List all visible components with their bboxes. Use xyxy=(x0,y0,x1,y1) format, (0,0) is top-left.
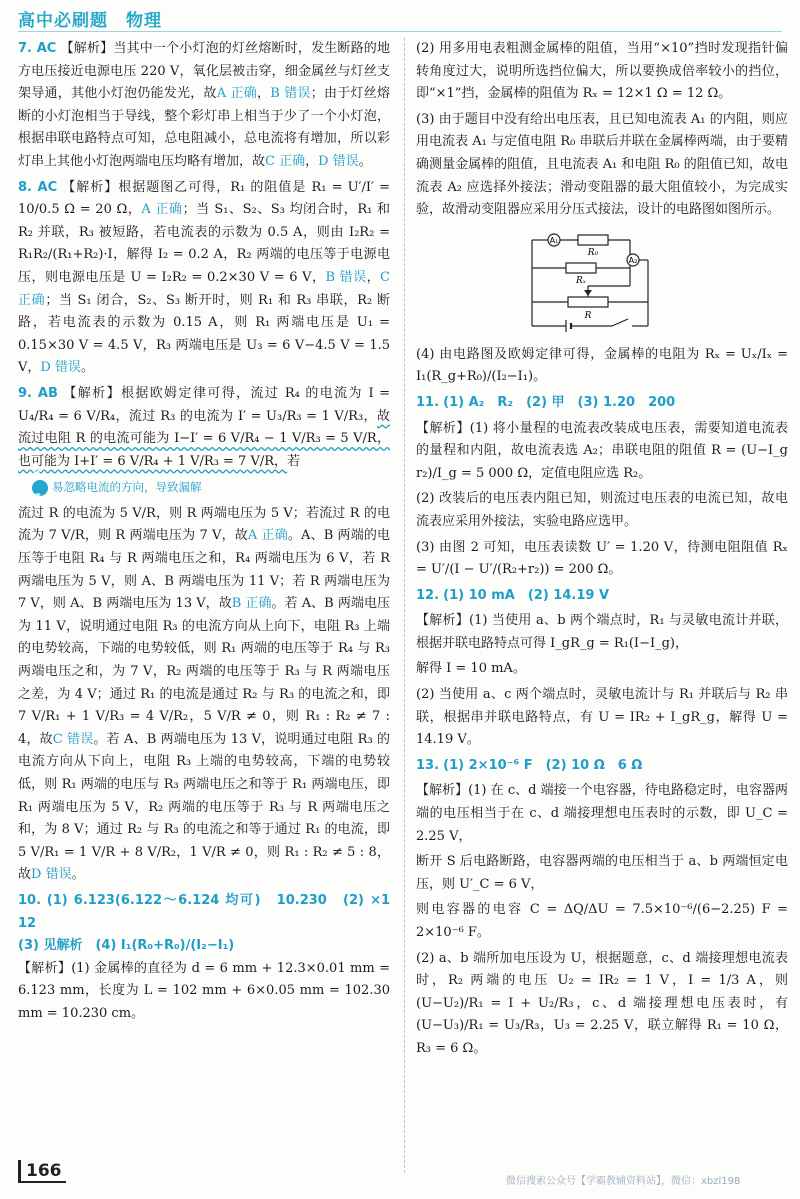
q11-p2: (2) 改装后的电压表内阻已知，则流过电压表的电流已知，故电流表应采用外接法，实验电路应选甲。 xyxy=(416,491,788,529)
left-column xyxy=(18,38,404,1029)
q10-answer-2: (3) 见解析 (4) I₁(R₀+R₀)/(I₂−I₁) xyxy=(18,938,235,954)
q11-number: 11. xyxy=(416,394,440,410)
q9-number: 9. AB xyxy=(18,385,58,401)
q8: 8. AC 【解析】根据题图乙可得，R₁ 的阻值是 R₁ = U′/I′ = 10/0.5 Ω = 20 Ω，A 正确；当 S₁、S₂、S₃ 均闭合时，R₁ 和 R₂ 并联，R₃ 被短路，若电流表的示数为 0.5 A，则由 I₂R₂ = R₁R₂/(R₁+R₂)·I，解得 I₂ = 0.2 A，R₂ 两端的电压等于电源电压，则电源电压是 U = I₂R₂ = 0.2×30 V = 6 V，B 错误，C 正确；当 S₁ 闭合，S₂、S₃ 断开时，则 R₁ 和 R₃ 串联，R₂ 断路，若电流表的示数为 0.15 A，则 R₁ 两端电压是 U₁ = 0.15×30 V = 4.5 V，R₃ 两端电压是 U₃ = 6 V−4.5 V = 1.5 V，D 错误。 xyxy=(18,179,390,376)
q12-p1b: 解得 I = 10 mA。 xyxy=(416,661,526,677)
q13-p2: (2) a、b 端所加电压设为 U，根据题意，c、d 端接理想电流表时，R₂ 两端的电压 U₂ = IR₂ = 1 V，I = 1/3 A，则 (U−U₂)/R₁ = I + U₂/R₃，c、d 端接理想电压表时，有 (U−U₃)/R₁ = U₃/R₃，U₃ = 2.25 V，联立解得 R₁ = 10 Ω，R₃ = 6 Ω。 xyxy=(416,950,788,1056)
q7-end: 。 xyxy=(358,153,372,169)
q8-number: 8. AC xyxy=(18,179,58,195)
q12-head xyxy=(416,585,788,608)
label-a1: A₁ xyxy=(549,235,559,245)
q9-c: C 错误 xyxy=(52,731,94,747)
q8-a: A 正确 xyxy=(141,202,183,218)
slider-arrow xyxy=(584,290,592,296)
q11-p1: 【解析】(1) 将小量程的电流表改装成电压表，需要知道电流表的量程和内阻，故电流表选 A₂；串联电阻的阻值 R = (U−I_g r₂)/I_g = 5 000 Ω，定值电阻应选 R₂。 xyxy=(416,420,788,481)
q11-p3: (3) 由图 2 可知，电压表读数 U′ = 1.20 V，待测电阻阻值 Rₓ = U′/(I − U′/(R₂+r₂)) = 200 Ω。 xyxy=(416,539,788,578)
q7-text1: 【解析】当其中一个小灯泡的灯丝熔断时，发生断路的地方电压接近电源电压 220 V，氧化层被击穿，细金属丝与灯丝支架导通，其他小灯泡仍能发光，故 xyxy=(18,41,390,102)
q7: 7. AC 【解析】当其中一个小灯泡的灯丝熔断时，发生断路的地方电压接近电源电压 220 V，氧化层被击穿，细金属丝与灯丝支架导通，其他小灯泡仍能发光，故A 正确，B 错误；由于灯丝熔断的小灯泡相当于导线，整个彩灯串上相当于少了一个小灯泡，根据串联电路特点可知，总电阻减小，总电流将有增加，所以彩灯串上其他小灯泡两端电压均略有增加，故C 正确，D 错误。 xyxy=(18,41,390,169)
q9-p2: 流过 R 的电流为 5 V/R，则 R 两端电压为 5 V；若流过 R 的电流为 7 V/R，则 R 两端电压为 7 V，故 xyxy=(18,505,390,544)
q10-number: 10. xyxy=(18,892,42,908)
q9-note-text: 易忽略电流的方向，导致漏解 xyxy=(52,480,202,495)
q9-p5: 。若 A、B 两端电压为 13 V，说明通过电阻 R₃ 的电流方向从下向上，电阻 R₃ 上端的电势较高，下端的电势较低，则 R₁ 两端的电压与 R₃ 两端电压之和等于 R₁ 两端电压，即 R₁ 两端电压为 5 V，R₂ 两端的电压等于 R₃ 与 R 两端电压之和，为 8 V；通过 R₂ 与 R₃ 的电流之和等于通过 R₁ 的电流，即 5 V/R₁ = 1 V/R + 8 V/R₂，1 V/R ≠ 0，则 R₁ : R₂ ≠ 5 : 8，故 xyxy=(18,731,390,883)
column-divider xyxy=(404,38,405,1173)
watermark: 微信搜索公众号【学霸教辅资料站】，微信：xbzl198 xyxy=(506,1176,741,1187)
q9-d: D 错误 xyxy=(31,867,72,883)
q13-p1: 【解析】(1) 在 c、d 端接一个电容器，待电路稳定时，电容器两端的电压相当于在 c、d 端接理想电压表时的示数，即 U_C = 2.25 V， xyxy=(416,783,788,844)
q12-answer: (1) 10 mA (2) 14.19 V xyxy=(443,587,610,603)
running-header: 高中必刷题 物理 xyxy=(18,11,162,31)
q11-answer: (1) A₂ R₂ (2) 甲 (3) 1.20 200 xyxy=(443,394,676,410)
q10-answer-1: (1) 6.123(6.122～6.124 均可) 10.230 (2) ×1 12 xyxy=(18,892,404,931)
q8-c: C 正确 xyxy=(18,269,390,308)
q10-p4: (4) 由电路图及欧姆定律可得，金属棒的电阻为 Rₓ = Uₓ/Iₓ = I₁(R_g+R₀)/(I₂−I₁)。 xyxy=(416,346,788,385)
q13-p1c: 则电容器的电容 C = ΔQ/ΔU = 7.5×10⁻⁶/(6−2.25) F = 2×10⁻⁶ F。 xyxy=(416,902,788,940)
q8-p2: ；当 S₁、S₂、S₃ 均闭合时，R₁ 和 R₂ 并联，R₃ 被短路，若电流表的示数为 0.5 A，则由 I₂R₂ = R₁R₂/(R₁+R₂)·I，解得 I₂ = 0.2 A，R₂ 两端的电压等于电源电压，则电源电压是 U = I₂R₂ = 0.2×30 V = 6 V， xyxy=(18,202,390,285)
q9-p1: 【解析】根据欧姆定律可得，流过 R₄ 的电流为 I = U₄/R₄ = 6 V/R₄，流过 R₃ 的电流为 I′ = U₃/R₃ = 1 V/R₃， xyxy=(18,385,390,424)
q9-a: A 正确 xyxy=(247,528,288,544)
q10 xyxy=(18,890,404,1026)
q13-head xyxy=(416,755,788,778)
q7-d: D 错误 xyxy=(318,153,359,169)
page-number: 166 xyxy=(18,1160,66,1183)
header-rule xyxy=(18,31,782,32)
q13-answer: (1) 2×10⁻⁶ F (2) 10 Ω 6 Ω xyxy=(443,757,643,773)
q8-p1: 【解析】根据题图乙可得，R₁ 的阻值是 R₁ = U′/I′ = 10/0.5 Ω = 20 Ω， xyxy=(18,179,390,218)
q9-cont xyxy=(18,503,390,887)
q8-p3: ；当 S₁ 闭合，S₂、S₃ 断开时，则 R₁ 和 R₃ 串联，R₂ 断路，若电流表的示数为 0.15 A，则 R₁ 两端电压是 U₁ = 0.15×30 V = 4.5 V，R₃ 两端电压是 U₃ = 6 V−4.5 V = 1.5 V， xyxy=(18,292,390,376)
q9 xyxy=(18,383,390,473)
q8-b: B 错误 xyxy=(325,269,367,285)
q10-p2: (2) 用多用电表粗测金属棒的阻值，当用“×10”挡时发现指针偏转角度过大，说明所选挡位偏大，所以要换成倍率较小的挡位，即“×1”挡，金属棒的阻值为 Rₓ = 12×1 Ω = 12 Ω。 xyxy=(416,41,788,102)
right-column xyxy=(416,38,788,1064)
warning-icon: 易错 xyxy=(32,480,48,496)
q12-p1: 【解析】(1) 当使用 a、b 两个端点时，R₁ 与灵敏电流计并联，根据并联电路特点可得 I_gR_g = R₁(I−I_g)， xyxy=(416,613,788,651)
q9-underlined: 故流过电阻 R 的电流可能为 I−I′ = 6 V/R₄ − 1 V/R₃ = 5 V/R，也可能为 I+I′ = 6 V/R₄ + 1 V/R₃ = 7 V/R， xyxy=(18,408,390,469)
q9-p1-end: 若 xyxy=(287,453,301,469)
q9-note xyxy=(32,470,390,504)
q7-a: A 正确 xyxy=(216,86,258,102)
circuit-diagram xyxy=(526,226,656,338)
label-r0: R₀ xyxy=(587,247,599,258)
label-rx: Rₓ xyxy=(576,275,586,286)
q9-p3: 。A、B 两端的电压等于电阻 R₄ 与 R 两端电压之和，R₄ 两端电压为 6 V，若 R 两端电压为 5 V，则 A、B 两端电压为 11 V；若 R 两端电压为 7 V，则 A、B 两端电压为 13 V，故 xyxy=(18,528,390,612)
q7-text2: ；由于灯丝熔断的小灯泡相当于导线，整个彩灯串上相当于少了一个小灯泡，根据串联电路特点可知，总电阻减小，总电流将有增加，所以彩灯串上其他小灯泡两端电压均略有增加，故 xyxy=(18,86,390,169)
q13-number: 13. xyxy=(416,757,440,773)
q9-end: 。 xyxy=(71,867,85,883)
q13-p1b: 断开 S 后电路断路，电容器两端的电压相当于 a、b 两端恒定电压，则 U′_C = 6 V， xyxy=(416,854,788,892)
q9-p4: 。若 A、B 两端电压为 11 V，说明通过电阻 R₃ 的电流方向从上向下，电阻 R₃ 上端的电势较高，下端的电势较低，则 R₁ 两端的电压等于 R₄ 与 R₃ 两端电压之和，为 7 V，R₂ 两端的电压等于 R₃ 与 R 两端电压之差，为 4 V；通过 R₁ 的电流是通过 R₂ 与 R₃ 的电流之和，即 7 V/R₁ + 1 V/R₃ = 4 V/R₂，5 V/R ≠ 0，则 R₁ : R₂ ≠ 7 : 4，故 xyxy=(18,596,390,747)
q12-p2: (2) 当使用 a、c 两个端点时，灵敏电流计与 R₁ 并联后与 R₂ 串联，根据串并联电路特点，有 U = IR₂ + I_gR_g，解得 U = 14.19 V。 xyxy=(416,687,788,748)
q11-head xyxy=(416,392,788,415)
q7-b: B 错误 xyxy=(270,86,311,102)
q7-c: C 正确 xyxy=(265,153,306,169)
q8-end: 。 xyxy=(80,360,94,376)
q10-p1: 【解析】(1) 金属棒的直径为 d = 6 mm + 12.3×0.01 mm = 6.123 mm，长度为 L = 102 mm + 6×0.05 mm = 102.30 mm = 10.230 cm。 xyxy=(18,960,390,1021)
q7-number: 7. AC xyxy=(18,41,57,56)
label-r: R xyxy=(584,310,592,321)
q9-b: B 正确 xyxy=(231,596,272,612)
q12-number: 12. xyxy=(416,587,440,603)
q8-d: D 错误 xyxy=(40,360,81,376)
q10-p3: (3) 由于题目中没有给出电压表，且已知电流表 A₁ 的内阻，则应用电流表 A₁ 与定值电阻 R₀ 串联后并联在金属棒两端，由于要精确测量金属棒的阻值，且电流表 A₁ 和电阻 R₀ 的阻值已知，故电流表 A₂ 应选择外接法；滑动变阻器的最大阻值较小，为完成实验，故滑动变阻器应采用分压式接法，设计的电路图如图所示。 xyxy=(416,111,788,218)
label-a2: A₂ xyxy=(628,255,638,265)
